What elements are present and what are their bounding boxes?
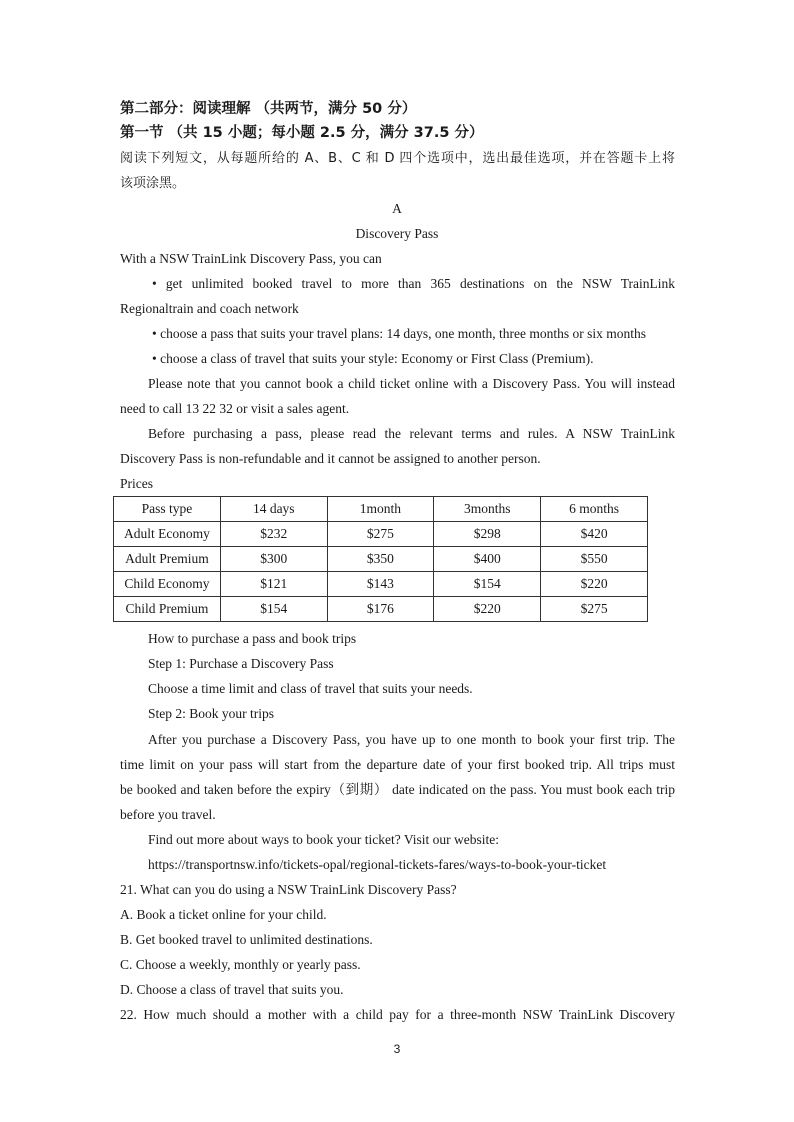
prices-label: Prices xyxy=(120,476,153,491)
table-cell: $550 xyxy=(541,547,648,572)
step-2-line-2: time limit on your pass will start from the departure date of your first booked trip. All trips must xyxy=(120,757,675,772)
bullet-1-line-1: • get unlimited booked travel to more than 365 destinations on the NSW TrainLink xyxy=(152,276,675,291)
section-heading: 第二部分：阅读理解 （共两节，满分 50 分） xyxy=(120,101,417,117)
table-cell: $300 xyxy=(220,547,327,572)
table-header-row xyxy=(114,497,648,522)
table-cell: $400 xyxy=(434,547,541,572)
question-22-stem: 22. How much should a mother with a child pay for a three-month NSW TrainLink Discovery xyxy=(120,1007,675,1022)
instructions-line-2: 该项涂黑。 xyxy=(120,176,186,191)
table-cell: $154 xyxy=(434,572,541,597)
note-line-1: Please note that you cannot book a child ticket online with a Discovery Pass. You will instead xyxy=(148,376,675,391)
prices-table xyxy=(113,496,648,622)
step-1-text: Choose a time limit and class of travel that suits your needs. xyxy=(148,681,473,696)
step-2-title: Step 2: Book your trips xyxy=(148,706,275,721)
step-2-line-1: After you purchase a Discovery Pass, you have up to one month to book your first trip. The xyxy=(148,732,675,747)
table-cell: $176 xyxy=(327,597,434,622)
table-cell: $275 xyxy=(327,522,434,547)
table-header-cell: 1month xyxy=(327,497,434,522)
bullet-1-line-2: Regionaltrain and coach network xyxy=(120,301,299,316)
table-cell: $298 xyxy=(434,522,541,547)
table-cell: $154 xyxy=(220,597,327,622)
table-row xyxy=(114,522,648,547)
table-cell: $143 xyxy=(327,572,434,597)
passage-title: Discovery Pass xyxy=(355,226,439,241)
table-row xyxy=(114,572,648,597)
terms-line-1: Before purchasing a pass, please read the relevant terms and rules. A NSW TrainLink xyxy=(148,426,675,441)
subsection-heading: 第一节 （共 15 小题；每小题 2.5 分，满分 37.5 分） xyxy=(120,125,484,141)
table-cell: $275 xyxy=(541,597,648,622)
table-cell: $232 xyxy=(220,522,327,547)
table-header-cell: 6 months xyxy=(541,497,648,522)
table-cell: $220 xyxy=(434,597,541,622)
table-cell: $420 xyxy=(541,522,648,547)
table-cell: Adult Premium xyxy=(114,547,221,572)
bullet-2: • choose a pass that suits your travel plans: 14 days, one month, three months or six months xyxy=(152,326,647,341)
step-2-line-3: be booked and taken before the expiry（到期） date indicated on the pass. You must book each trip xyxy=(120,782,675,797)
table-cell: $220 xyxy=(541,572,648,597)
find-out-more: Find out more about ways to book your ticket? Visit our website: xyxy=(148,832,500,847)
howto-heading: How to purchase a pass and book trips xyxy=(148,631,357,646)
question-21-option-c: C. Choose a weekly, monthly or yearly pass. xyxy=(120,957,361,972)
step-1-title: Step 1: Purchase a Discovery Pass xyxy=(148,656,334,671)
table-cell: $350 xyxy=(327,547,434,572)
table-cell: Adult Economy xyxy=(114,522,221,547)
passage-label: A xyxy=(392,201,402,216)
note-line-2: need to call 13 22 32 or visit a sales agent. xyxy=(120,401,350,416)
table-row xyxy=(114,597,648,622)
table-header-cell: Pass type xyxy=(114,497,221,522)
step-2-line-4: before you travel. xyxy=(120,807,216,822)
page-number: 3 xyxy=(393,1042,401,1056)
table-header-cell: 14 days xyxy=(220,497,327,522)
table-row xyxy=(114,547,648,572)
table-header-cell: 3months xyxy=(434,497,541,522)
table-cell: Child Economy xyxy=(114,572,221,597)
question-21-option-b: B. Get booked travel to unlimited destinations. xyxy=(120,932,373,947)
website-url: https://transportnsw.info/tickets-opal/regional-tickets-fares/ways-to-book-your-ticket xyxy=(148,857,607,872)
table-cell: Child Premium xyxy=(114,597,221,622)
question-21-stem: 21. What can you do using a NSW TrainLink Discovery Pass? xyxy=(120,882,457,897)
question-21-option-a: A. Book a ticket online for your child. xyxy=(120,907,327,922)
bullet-3: • choose a class of travel that suits your style: Economy or First Class (Premium). xyxy=(152,351,594,366)
question-21-option-d: D. Choose a class of travel that suits you. xyxy=(120,982,344,997)
table-cell: $121 xyxy=(220,572,327,597)
passage-intro: With a NSW TrainLink Discovery Pass, you can xyxy=(120,251,382,266)
instructions-line-1: 阅读下列短文，从每题所给的 A、B、C 和 D 四个选项中，选出最佳选项，并在答题卡上将 xyxy=(120,151,675,166)
terms-line-2: Discovery Pass is non-refundable and it cannot be assigned to another person. xyxy=(120,451,541,466)
